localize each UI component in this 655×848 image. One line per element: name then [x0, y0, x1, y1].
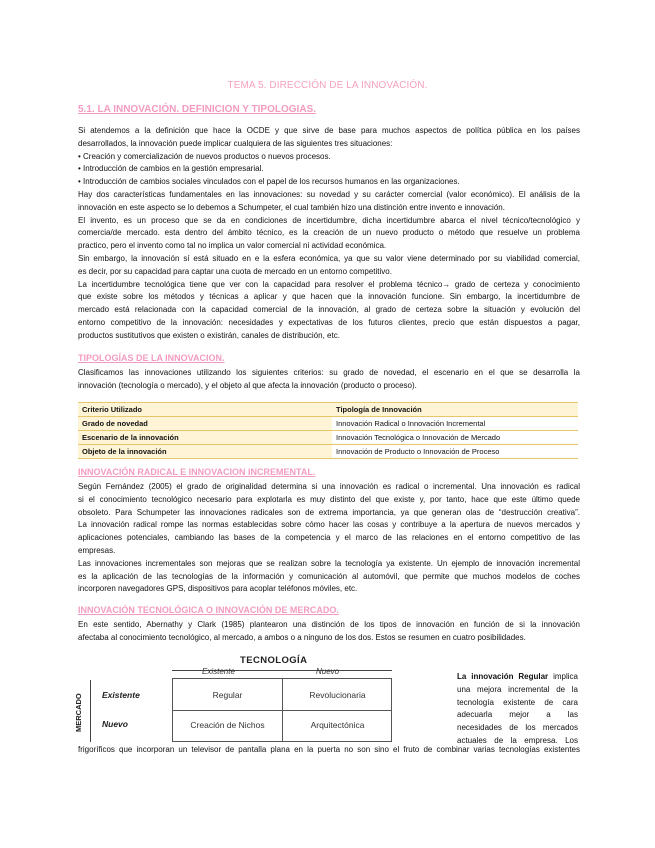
matrix-cell: Arquitectónica [310, 720, 365, 730]
bullet-item: • Introducción de cambios en la gestión empresarial. [78, 164, 264, 174]
table-cell: Innovación Tecnológica o Innovación de Mercado [332, 431, 578, 445]
paragraph-line: Las innovaciones incrementales son mejoras que se realizan sobre la tecnología ya existente. Un ejemplo de innovación incremental [78, 558, 580, 568]
section-tipologias-body [78, 367, 580, 393]
paragraph-line: La incertidumbre tecnológica tiene que ver con la capacidad para resolver el problema técnico→ grado de certeza y conocimiento [78, 279, 580, 289]
paragraph-line: mercado está relacionada con la capacidad comercial de la innovación, al grado de certeza sobre la situación y evolución del [78, 305, 580, 315]
paragraph-line: necesidades de los mercados [457, 723, 578, 733]
section-radical-body [78, 481, 580, 596]
table-cell: Objeto de la innovación [78, 445, 332, 459]
paragraph-line: desarrollados, la innovación puede implicar cualquiera de las siguientes tres situaciones: [78, 138, 393, 148]
matrix-col-header: Nuevo [316, 667, 340, 676]
paragraph-line: innovación en este aspecto se lo debemos a Schumpeter, el cual también hizo una distinción entre invento e innovación. [78, 202, 505, 212]
paragraph-line: comercia/de mercado. esta dentro del ámbito técnico, es la creación de un nuevo producto o método que resuelve un problema [78, 228, 580, 238]
matrix-side-title: MERCADO [74, 693, 83, 733]
paragraph-line: aplicaciones potenciales, cambiando las bases de la competencia y el marco de las relaciones en el entorno competitivo de las [78, 533, 580, 543]
innovation-matrix [76, 650, 438, 742]
paragraph-line: El invento, es un proceso que se da en condiciones de incertidumbre, dicha incertidumbre abarca el nivel técnico/tecnológico y [78, 215, 580, 225]
bold-term: La innovación Regular [457, 672, 549, 681]
paragraph-line: si el conocimiento tecnológico necesario para explotarla es muy distinto del que existe y, por tanto, hace que este último quede [78, 494, 580, 504]
table-cell: Escenario de la innovación [78, 431, 332, 445]
table-cell: Innovación Radical o Innovación Incremental [332, 417, 578, 431]
paragraph-line: La innovación radical rompe las normas establecidas sobre cómo hacer las cosas y contribuye a la apertura de nuevos mercados y [78, 520, 580, 530]
criteria-table [78, 402, 578, 459]
table-header-cell: Tipología de Innovación [332, 403, 578, 417]
matrix-divider [173, 710, 391, 711]
table-row [78, 431, 578, 445]
table-header-cell: Criterio Utilizado [78, 403, 332, 417]
paragraph-line: Según Fernández (2005) el grado de originalidad determina si una innovación es radical o incremental. Una innovación es radical [78, 482, 580, 491]
paragraph-line: empresas. [78, 545, 116, 555]
paragraph-line: que existe sobre los métodos y técnicas a aplicar y que hacen que la innovación funcione. Sin embargo, la incertidumbre de [78, 292, 580, 302]
matrix-col-header: Existente [202, 667, 235, 676]
paragraph-line: frigoríficos que incorporan un televisor de pantalla plana en la puerta no son sino el fruto de combinar varias tecnologías existentes [78, 745, 580, 754]
section-title-tipologias: TIPOLOGÍAS DE LA INNOVACION. [78, 353, 225, 363]
paragraph-line: obsoleto. Para Schumpeter las innovaciones radicales son de extrema importancia, ya que generan olas de “destrucción creativa”. [78, 507, 580, 517]
paragraph-line: tecnología existente de cara [457, 697, 578, 707]
matrix-row-header: Existente [102, 690, 140, 700]
table-cell: Innovación de Producto o Innovación de Proceso [332, 445, 578, 459]
paragraph-line: afectaba al conocimiento tecnológico, al mercado, a ambos o a ninguno de los dos. Estos se resumen en cuatro posibilidades. [78, 632, 526, 642]
section-title-tecnologica: INNOVACIÓN TECNOLÓGICA O INNOVACIÓN DE MERCADO. [78, 605, 339, 615]
paragraph-line: adecuarla mejor a las [457, 710, 578, 720]
matrix-row-header: Nuevo [102, 719, 128, 729]
paragraph-line: Sin embargo, la innovación sí está situado en e la esfera económica, ya que su valor viene determinado por su viabilidad comercial, [78, 253, 580, 263]
paragraph-line: incorporen navegadores GPS, dispositivos para acoplar teléfonos móviles, etc. [78, 584, 358, 594]
bullet-item: • Creación y comercialización de nuevos productos o nuevos procesos. [78, 151, 331, 161]
matrix-grid [172, 678, 392, 742]
section-definicion-body [78, 125, 580, 343]
table-cell: Grado de novedad [78, 417, 332, 431]
paragraph-line: Clasificamos las innovaciones utilizando los siguientes criterios: su grado de novedad, el escenario en el que se desarrolla la [78, 368, 580, 377]
paragraph-line: una mejora incremental de la [457, 684, 578, 694]
matrix-cell: Creación de Nichos [190, 720, 265, 730]
paragraph-line: actuales de la empresa. Los [457, 735, 578, 745]
section-title-definicion: 5.1. LA INNOVACIÓN. DEFINICION Y TIPOLOGIAS. [78, 104, 316, 115]
regular-innovation-paragraph [457, 671, 578, 748]
table-header-row [78, 403, 578, 417]
matrix-top-title: TECNOLOGÍA [240, 655, 308, 666]
paragraph-line: practico, pero el invento como tal no implica un valor comercial ni actividad económica. [78, 241, 387, 251]
inline-text: implica [553, 672, 578, 681]
matrix-cell: Revolucionaria [309, 690, 366, 700]
table-row [78, 417, 578, 431]
section-title-radical: INNOVACIÓN RADICAL E INNOVACION INCREMENTAL. [78, 467, 316, 477]
table-row [78, 445, 578, 459]
paragraph-line: es decir, por su capacidad para captar una cuota de mercado en un entorno competitivo. [78, 266, 392, 276]
matrix-cell: Regular [212, 690, 243, 700]
section-tecnologica-body [78, 619, 580, 645]
bullet-item: • Introducción de cambios sociales vinculados con el papel de los recursos humanos en las organizaciones. [78, 177, 460, 187]
paragraph-line: Hay dos características fundamentales en las innovaciones: su novedad y su carácter comercial (valor económico). El análisis de la [78, 189, 580, 199]
paragraph-line: entorno competitivo de la innovación: necesidades y expectativas de los futuros clientes, precio que están dispuestos a pagar, [78, 317, 580, 327]
paragraph-line: Si atendemos a la definición que hace la OCDE y que sirve de base para muchos aspectos de política pública en los países [78, 126, 580, 135]
paragraph-line [457, 671, 578, 684]
paragraph-line: innovación (tecnología o mercado), y el objeto al que afecta la innovación (producto o proceso). [78, 380, 417, 390]
paragraph-line: es la aplicación de las tecnologías de la información y comunicación al automóvil, que permite que muchos modelos de coches [78, 571, 580, 581]
page-title: TEMA 5. DIRECCIÓN DE LA INNOVACIÓN. [227, 80, 428, 91]
paragraph-line: productos sustitutivos que existen o existirán, canales de distribución, etc. [78, 330, 340, 340]
matrix-divider [90, 680, 91, 742]
paragraph-line: En este sentido, Abernathy y Clark (1985) plantearon una distinción de los tipos de innovación en función de si la innovación [78, 620, 580, 629]
